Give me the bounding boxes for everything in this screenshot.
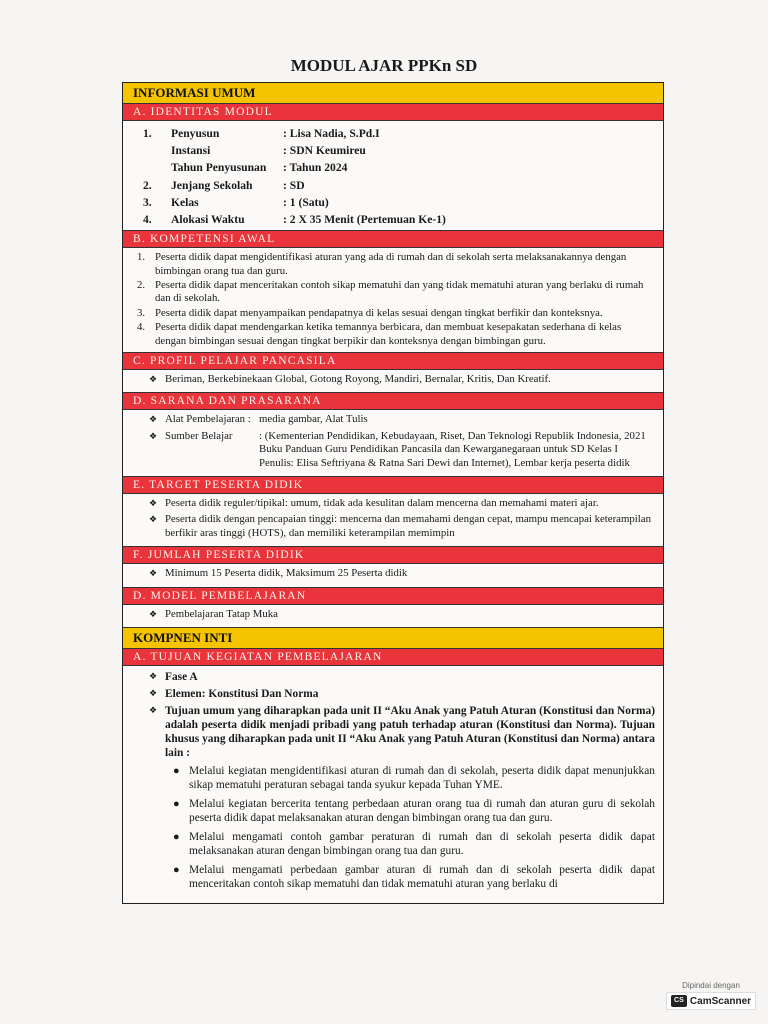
module-document <box>122 82 664 904</box>
row-value: : Lisa Nadia, S.Pd.I <box>283 127 380 141</box>
section-tujuan-header: A. TUJUAN KEGIATAN PEMBELAJARAN <box>123 649 663 666</box>
section-jumlah-header: F. JUMLAH PESERTA DIDIK <box>123 547 663 564</box>
identitas-row <box>143 177 663 194</box>
scanner-caption: Dipindai dengan <box>682 981 740 990</box>
jumlah-list <box>123 564 663 587</box>
diamond-bullet-icon: ❖ <box>149 568 158 579</box>
list-item <box>149 687 655 701</box>
bullet-dot-icon: ● <box>173 765 180 778</box>
list-item <box>149 430 655 470</box>
item-label: Sumber Belajar <box>165 429 233 442</box>
item-text: Melalui mengamati contoh gambar peraturan di rumah dan di sekolah peserta didik dapat melaksanakan aturan dengan bimbingan orang tua dan guru. <box>189 831 655 858</box>
item-value: media gambar, Alat Tulis <box>259 413 368 426</box>
item-text: Peserta didik dapat menyampaikan pendapatnya di kelas sesuai dengan tingkat berfikir dan konteksnya. <box>155 306 603 319</box>
row-number: 4. <box>143 213 152 227</box>
section-kompetensi-header: B. KOMPETENSI AWAL <box>123 231 663 248</box>
diamond-bullet-icon: ❖ <box>149 414 158 425</box>
row-label: Jenjang Sekolah <box>171 178 253 192</box>
row-number: 2. <box>143 178 152 192</box>
identitas-row <box>143 142 663 159</box>
tujuan-body <box>123 666 663 891</box>
list-item <box>149 513 655 540</box>
scanner-brand: CamScanner <box>689 995 752 1007</box>
list-item <box>173 764 655 792</box>
list-item <box>149 704 655 760</box>
section-target-header: E. TARGET PESERTA DIDIK <box>123 477 663 494</box>
list-item <box>149 413 655 426</box>
identitas-row <box>143 159 663 176</box>
list-item <box>137 307 655 320</box>
item-text: Beriman, Berkebinekaan Global, Gotong Royong, Mandiri, Bernalar, Kritis, Dan Kreatif. <box>165 372 551 385</box>
bullet-dot-icon: ● <box>173 831 180 844</box>
item-text: Melalui mengamati perbedaan gambar aturan di rumah dan di sekolah peserta didik dapat menceritakan contoh sikap mematuhi dan tidak mematuhi aturan yang berlaku di <box>189 864 655 891</box>
row-label: Tahun Penyusunan <box>171 161 267 175</box>
row-value: : 1 (Satu) <box>283 195 329 209</box>
item-text: Minimum 15 Peserta didik, Maksimum 25 Peserta didik <box>165 567 408 580</box>
tujuan-points <box>149 764 655 891</box>
identitas-row <box>143 194 663 211</box>
diamond-bullet-icon: ❖ <box>149 498 158 508</box>
tujuan-intro: Tujuan umum yang diharapkan pada unit II “Aku Anak yang Patuh Aturan (Konstitusi dan Norma) adalah peserta didik menjadi pribadi yang patuh terhadap aturan (Konstitusi dan Norma). Tujuan khusus yang diharapkan pada unit II “Aku Anak yang Patuh Aturan (Konstitusi dan Norma) antara lain : <box>165 705 655 760</box>
item-text: Peserta didik dapat mendengarkan ketika temannya berbicara, dan membuat kesepakatan sederhana di kelas dengan bimbingan sesuai dengan tingkat berpikir dan konteksnya dengan bimbingan guru. <box>155 321 622 347</box>
elemen-text: Elemen: Konstitusi Dan Norma <box>165 688 319 701</box>
model-list <box>123 605 663 628</box>
item-number: 4. <box>137 321 146 334</box>
diamond-bullet-icon: ❖ <box>149 688 158 699</box>
diamond-bullet-icon: ❖ <box>149 430 158 441</box>
row-label: Alokasi Waktu <box>171 213 245 227</box>
identitas-list <box>123 121 663 231</box>
list-item <box>149 497 655 510</box>
item-text: Melalui kegiatan bercerita tentang perbedaan aturan orang tua di rumah dan aturan guru di sekolah peserta didik dapat melaksanakan aturan dengan bimbingan orang tua dan guru. <box>189 798 655 825</box>
list-item <box>149 608 655 621</box>
item-text: Peserta didik dengan pencapaian tinggi: mencerna dan memahami dengan cepat, mampu mencapai keterampilan berfikir aras tinggi (HOTS), dan memiliki keterampilan memimpin <box>165 513 651 539</box>
scanner-badge <box>666 992 756 1010</box>
item-label: Alat Pembelajaran : <box>165 413 251 426</box>
identitas-row <box>143 211 663 228</box>
list-item <box>149 670 655 684</box>
item-number: 2. <box>137 278 146 291</box>
diamond-bullet-icon: ❖ <box>149 705 158 716</box>
item-value: : (Kementerian Pendidikan, Kebudayaan, Riset, Dan Teknologi Republik Indonesia, 2021 Buku Panduan Guru Pendidikan Pancasila dan Kewarganegaraan untuk SD Kelas I Penulis: Elisa Seftriyana & Ratna Sari Dewi dan Internet), Lembar kerja peserta didik <box>259 429 646 469</box>
section-komponen-inti: KOMPNEN INTI <box>123 628 663 649</box>
section-identitas-header: A. IDENTITAS MODUL <box>123 104 663 121</box>
item-number: 1. <box>137 251 146 264</box>
row-value: : SD <box>283 178 305 192</box>
item-number: 3. <box>137 306 146 319</box>
list-item <box>173 797 655 825</box>
row-value: : Tahun 2024 <box>283 161 348 175</box>
item-text: Peserta didik reguler/tipikal: umum, tidak ada kesulitan dalam mencerna dan memahami materi ajar. <box>165 497 599 509</box>
fase-text: Fase A <box>165 671 198 684</box>
list-item <box>173 830 655 858</box>
item-text: Peserta didik dapat mengidentifikasi aturan yang ada di rumah dan di sekolah serta melaksanakannya dengan bimbingan orang tua dan guru. <box>155 251 627 277</box>
diamond-bullet-icon: ❖ <box>149 373 158 384</box>
page-title: MODUL AJAR PPKn SD <box>290 56 478 75</box>
row-number: 1. <box>143 127 152 141</box>
row-value: : 2 X 35 Menit (Pertemuan Ke-1) <box>283 213 446 227</box>
row-number: 3. <box>143 195 152 209</box>
kompetensi-list <box>123 248 663 353</box>
section-informasi-umum: INFORMASI UMUM <box>123 83 663 104</box>
bullet-dot-icon: ● <box>173 864 180 877</box>
list-item <box>149 567 655 580</box>
sarana-list <box>123 410 663 477</box>
item-text: Pembelajaran Tatap Muka <box>165 607 278 620</box>
section-model-header: D. MODEL PEMBELAJARAN <box>123 588 663 605</box>
row-value: : SDN Keumireu <box>283 144 366 158</box>
list-item <box>137 321 655 348</box>
section-profil-header: C. PROFIL PELAJAR PANCASILA <box>123 353 663 370</box>
list-item <box>137 279 655 306</box>
list-item <box>173 863 655 891</box>
section-sarana-header: D. SARANA DAN PRASARANA <box>123 393 663 410</box>
row-label: Penyusun <box>171 127 220 141</box>
item-text: Peserta didik dapat menceritakan contoh sikap mematuhi dan yang tidak mematuhi aturan yang berlaku di rumah dan di sekolah. <box>155 278 644 305</box>
row-label: Instansi <box>171 144 211 158</box>
diamond-bullet-icon: ❖ <box>149 514 158 525</box>
diamond-bullet-icon: ❖ <box>149 671 158 682</box>
identitas-row <box>143 125 663 142</box>
item-text: Melalui kegiatan mengidentifikasi aturan di rumah dan di sekolah, peserta didik dapat menunjukkan sikap mematuhi peraturan sebagai tanda syukur kepada Tuhan YME. <box>189 765 655 792</box>
camscanner-watermark <box>666 981 756 1010</box>
camscanner-logo-icon: CS <box>671 995 687 1007</box>
list-item <box>137 251 655 278</box>
target-list <box>123 494 663 547</box>
profil-list <box>123 370 663 393</box>
bullet-dot-icon: ● <box>173 798 180 811</box>
diamond-bullet-icon: ❖ <box>149 608 158 619</box>
row-label: Kelas <box>171 195 199 209</box>
list-item <box>149 373 655 386</box>
